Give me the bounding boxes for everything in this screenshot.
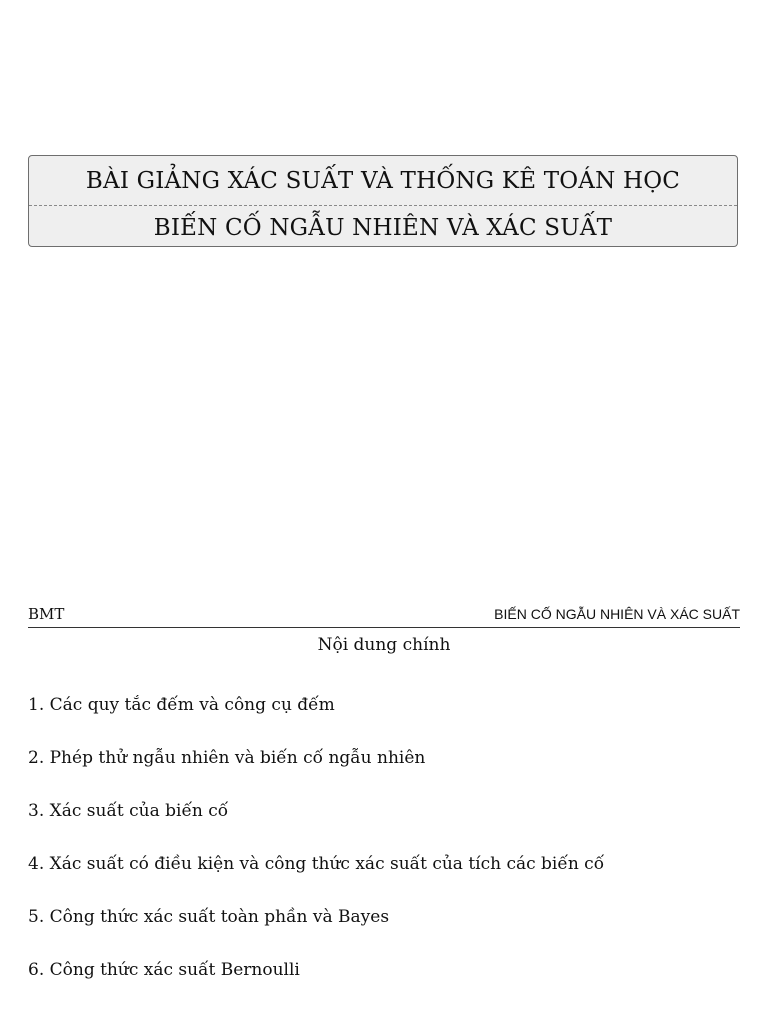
contents-item: 2. Phép thử ngẫu nhiên và biến cố ngẫu nhiên bbox=[28, 748, 426, 768]
header-rule bbox=[28, 627, 740, 628]
contents-item: 4. Xác suất có điều kiện và công thức xác suất của tích các biến cố bbox=[28, 854, 605, 874]
page-header-left: BMT bbox=[28, 605, 65, 623]
lecture-title: BÀI GIẢNG XÁC SUẤT VÀ THỐNG KÊ TOÁN HỌC bbox=[85, 168, 681, 194]
page-header-right: BIẾN CỐ NGẪU NHIÊN VÀ XÁC SUẤT bbox=[494, 606, 740, 622]
contents-item: 6. Công thức xác suất Bernoulli bbox=[28, 960, 300, 980]
contents-list bbox=[28, 695, 740, 1013]
contents-item: 1. Các quy tắc đếm và công cụ đếm bbox=[28, 695, 335, 715]
title-divider bbox=[29, 205, 737, 206]
chapter-title: BIẾN CỐ NGẪU NHIÊN VÀ XÁC SUẤT bbox=[153, 215, 613, 241]
contents-item: 5. Công thức xác suất toàn phần và Bayes bbox=[28, 907, 390, 927]
title-box bbox=[28, 155, 738, 247]
contents-heading: Nội dung chính bbox=[317, 635, 451, 655]
contents-item: 3. Xác suất của biến cố bbox=[28, 801, 229, 821]
